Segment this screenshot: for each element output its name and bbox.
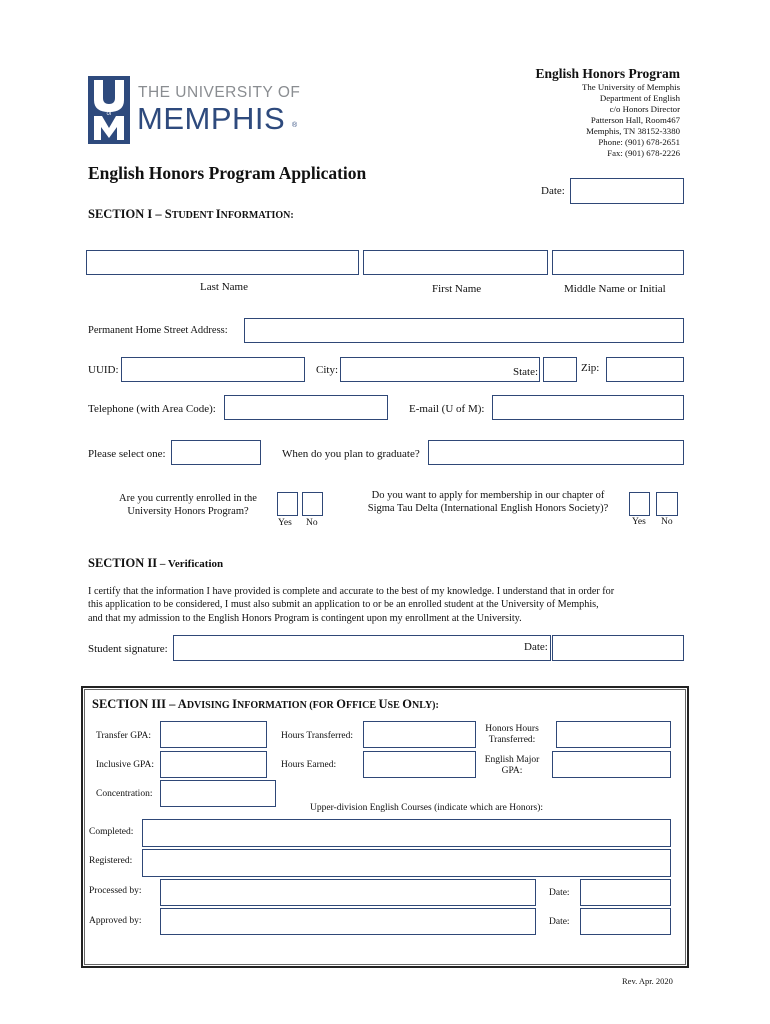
- inclusive-gpa-field[interactable]: [160, 751, 267, 778]
- street-field[interactable]: [244, 318, 684, 343]
- honors-yes-label: Yes: [278, 518, 292, 528]
- approved-date-field[interactable]: [580, 908, 671, 935]
- telephone-field[interactable]: [224, 395, 388, 420]
- upper-division-label: Upper-division English Courses (indicate which are Honors):: [310, 803, 544, 813]
- svg-text:of: of: [106, 111, 112, 117]
- approved-by-label: Approved by:: [89, 916, 142, 926]
- transfer-gpa-field[interactable]: [160, 721, 267, 748]
- signature-label: Student signature:: [88, 643, 168, 655]
- sigma-question: Do you want to apply for membership in our chapter of Sigma Tau Delta (International English Honors Society)?: [367, 490, 609, 514]
- revision-note: Rev. Apr. 2020: [622, 976, 673, 986]
- address-line: Memphis, TN 38152-3380: [586, 126, 680, 136]
- signature-field[interactable]: [173, 635, 551, 661]
- section3-heading: SECTION III – ADVISING INFORMATION (FOR OFFICE USE ONLY):: [92, 697, 439, 711]
- honors-no-label: No: [306, 518, 318, 528]
- major-gpa-label: English Major GPA:: [484, 755, 540, 777]
- program-title: English Honors Program: [535, 66, 680, 81]
- select-one-field[interactable]: [171, 440, 261, 465]
- zip-label: Zip:: [581, 362, 600, 374]
- telephone-label: Telephone (with Area Code):: [88, 403, 216, 415]
- address-line: c/o Honors Director: [609, 104, 680, 114]
- graduate-field[interactable]: [428, 440, 684, 465]
- registered-field[interactable]: [142, 849, 671, 877]
- sigma-no-label: No: [661, 517, 673, 527]
- email-label: E-mail (U of M):: [409, 403, 485, 415]
- address-line: Fax: (901) 678-2226: [607, 148, 680, 158]
- major-gpa-field[interactable]: [552, 751, 671, 778]
- hours-earned-field[interactable]: [363, 751, 476, 778]
- state-label: State:: [513, 366, 539, 378]
- middle-name-label: Middle Name or Initial: [564, 283, 666, 295]
- uuid-field[interactable]: [121, 357, 305, 382]
- processed-by-field[interactable]: [160, 879, 536, 906]
- date-field[interactable]: [570, 178, 684, 204]
- transfer-gpa-label: Transfer GPA:: [96, 731, 151, 741]
- uuid-label: UUID:: [88, 364, 119, 376]
- section2-heading: SECTION II – Verification: [88, 556, 224, 570]
- university-logo: [88, 76, 303, 146]
- hours-transferred-field[interactable]: [363, 721, 476, 748]
- form-title: English Honors Program Application: [88, 163, 367, 183]
- last-name-field[interactable]: [86, 250, 359, 275]
- first-name-label: First Name: [432, 283, 482, 295]
- sigma-yes-label: Yes: [632, 517, 646, 527]
- processed-date-label: Date:: [549, 888, 570, 898]
- registered-label: Registered:: [89, 856, 133, 866]
- email-field[interactable]: [492, 395, 684, 420]
- graduate-label: When do you plan to graduate?: [282, 448, 420, 460]
- approved-date-label: Date:: [549, 917, 570, 927]
- honors-yes-checkbox[interactable]: [277, 492, 298, 516]
- address-block: [582, 82, 680, 159]
- address-line: The University of Memphis: [582, 82, 680, 92]
- inclusive-gpa-label: Inclusive GPA:: [96, 760, 154, 770]
- select-one-label: Please select one:: [88, 448, 166, 460]
- processed-date-field[interactable]: [580, 879, 671, 906]
- logo-line2: MEMPHIS: [137, 101, 286, 136]
- section1-heading: SECTION I – STUDENT INFORMATION:: [88, 207, 294, 221]
- middle-name-field[interactable]: [552, 250, 684, 275]
- state-field[interactable]: [543, 357, 577, 382]
- logo-line1: THE UNIVERSITY OF: [138, 84, 301, 101]
- logo-registered: ®: [292, 122, 298, 129]
- last-name-label: Last Name: [200, 281, 248, 293]
- sigma-yes-checkbox[interactable]: [629, 492, 650, 516]
- city-label: City:: [316, 364, 339, 376]
- honors-hours-label: Honors Hours Transferred:: [485, 724, 539, 746]
- address-line: Phone: (901) 678-2651: [598, 137, 680, 147]
- processed-by-label: Processed by:: [89, 886, 142, 896]
- sigma-no-checkbox[interactable]: [656, 492, 678, 516]
- zip-field[interactable]: [606, 357, 684, 382]
- signature-date-field[interactable]: [552, 635, 684, 661]
- address-line: Department of English: [599, 93, 680, 103]
- hours-transferred-label: Hours Transferred:: [281, 731, 354, 741]
- honors-no-checkbox[interactable]: [302, 492, 323, 516]
- signature-date-label: Date:: [524, 641, 548, 653]
- first-name-field[interactable]: [363, 250, 548, 275]
- hours-earned-label: Hours Earned:: [281, 760, 337, 770]
- concentration-label: Concentration:: [96, 789, 153, 799]
- honors-question: Are you currently enrolled in the University Honors Program?: [119, 493, 257, 517]
- city-field[interactable]: [340, 357, 540, 382]
- completed-label: Completed:: [89, 827, 134, 837]
- approved-by-field[interactable]: [160, 908, 536, 935]
- date-label: Date:: [541, 185, 565, 197]
- concentration-field[interactable]: [160, 780, 276, 807]
- completed-field[interactable]: [142, 819, 671, 847]
- address-line: Patterson Hall, Room467: [590, 115, 680, 125]
- certification-text: I certify that the information I have provided is complete and accurate to the best of my knowledge. I understand that in order for this application to be considered, I must also submit an application to or be an enrolled student at the University of Memphis, and that my admission to the English Honors Program is contingent upon my enrollment at the University.: [88, 586, 615, 624]
- street-label: Permanent Home Street Address:: [88, 325, 228, 336]
- honors-hours-field[interactable]: [556, 721, 671, 748]
